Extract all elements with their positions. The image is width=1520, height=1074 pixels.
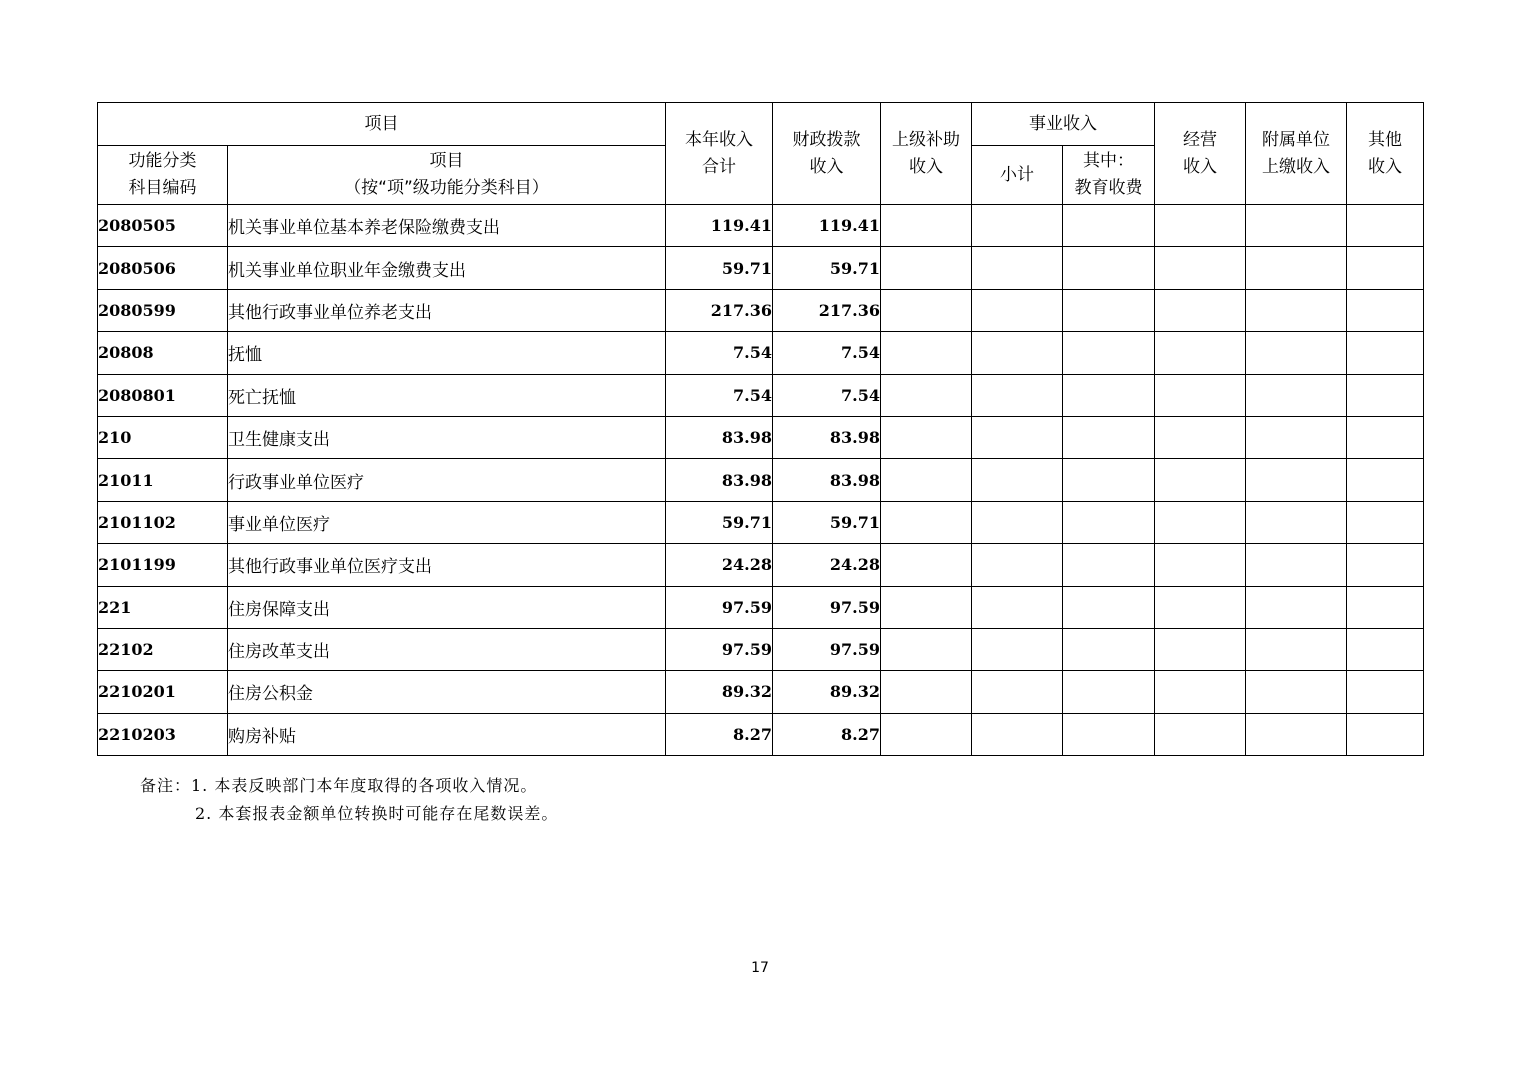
cell-total-income: 97.59 [666,586,773,628]
cell-fiscal-appropriation: 97.59 [773,586,881,628]
cell-other-income [1347,671,1424,713]
cell-total-income: 83.98 [666,459,773,501]
header-total-income: 本年收入 合计 [666,103,773,205]
cell-affiliated-income [1246,459,1347,501]
cell-education-fees [1063,247,1155,289]
cell-total-income: 119.41 [666,205,773,247]
cell-superior-subsidy [881,374,972,416]
cell-code: 2210203 [98,713,228,755]
cell-education-fees [1063,501,1155,543]
cell-code: 2080506 [98,247,228,289]
cell-business-subtotal [972,501,1063,543]
cell-business-subtotal [972,416,1063,458]
cell-item-name: 机关事业单位职业年金缴费支出 [228,247,666,289]
header-affiliated-income: 附属单位 上缴收入 [1246,103,1347,205]
cell-superior-subsidy [881,205,972,247]
cell-other-income [1347,416,1424,458]
cell-business-subtotal [972,628,1063,670]
cell-business-subtotal [972,459,1063,501]
cell-item-name: 住房公积金 [228,671,666,713]
cell-superior-subsidy [881,247,972,289]
cell-total-income: 59.71 [666,247,773,289]
cell-item-name: 行政事业单位医疗 [228,459,666,501]
cell-other-income [1347,289,1424,331]
cell-code: 22102 [98,628,228,670]
cell-education-fees [1063,205,1155,247]
cell-total-income: 97.59 [666,628,773,670]
income-table [97,102,1424,756]
cell-fiscal-appropriation: 59.71 [773,501,881,543]
cell-fiscal-appropriation: 97.59 [773,628,881,670]
cell-total-income: 89.32 [666,671,773,713]
cell-superior-subsidy [881,586,972,628]
cell-code: 210 [98,416,228,458]
cell-affiliated-income [1246,289,1347,331]
cell-superior-subsidy [881,289,972,331]
cell-code: 2080505 [98,205,228,247]
cell-fiscal-appropriation: 83.98 [773,416,881,458]
cell-affiliated-income [1246,332,1347,374]
cell-item-name: 卫生健康支出 [228,416,666,458]
cell-fiscal-appropriation: 8.27 [773,713,881,755]
cell-other-income [1347,374,1424,416]
cell-code: 2080599 [98,289,228,331]
cell-education-fees [1063,544,1155,586]
cell-fiscal-appropriation: 24.28 [773,544,881,586]
cell-total-income: 7.54 [666,332,773,374]
note-line-1: 备注：1. 本表反映部门本年度取得的各项收入情况。 [140,776,538,795]
cell-affiliated-income [1246,671,1347,713]
cell-operating-income [1155,374,1246,416]
table-row [98,247,1424,289]
table-row [98,289,1424,331]
header-fiscal-appropriation: 财政拨款 收入 [773,103,881,205]
cell-business-subtotal [972,374,1063,416]
cell-superior-subsidy [881,459,972,501]
cell-code: 2080801 [98,374,228,416]
cell-code: 21011 [98,459,228,501]
header-code: 功能分类 科目编码 [98,146,228,205]
note-line-2: 2. 本套报表金额单位转换时可能存在尾数误差。 [195,804,559,823]
cell-operating-income [1155,332,1246,374]
cell-total-income: 24.28 [666,544,773,586]
cell-fiscal-appropriation: 217.36 [773,289,881,331]
header-name: 项目 （按“项”级功能分类科目） [228,146,666,205]
cell-item-name: 事业单位医疗 [228,501,666,543]
cell-fiscal-appropriation: 59.71 [773,247,881,289]
notes [140,772,558,828]
table-row [98,544,1424,586]
cell-code: 20808 [98,332,228,374]
cell-education-fees [1063,586,1155,628]
cell-affiliated-income [1246,544,1347,586]
cell-item-name: 死亡抚恤 [228,374,666,416]
cell-item-name: 其他行政事业单位养老支出 [228,289,666,331]
cell-code: 2101199 [98,544,228,586]
cell-superior-subsidy [881,628,972,670]
cell-operating-income [1155,459,1246,501]
cell-education-fees [1063,416,1155,458]
cell-operating-income [1155,628,1246,670]
cell-other-income [1347,628,1424,670]
cell-fiscal-appropriation: 83.98 [773,459,881,501]
header-superior-subsidy: 上级补助 收入 [881,103,972,205]
cell-operating-income [1155,586,1246,628]
cell-operating-income [1155,247,1246,289]
header-subtotal: 小计 [972,146,1063,205]
cell-code: 221 [98,586,228,628]
cell-education-fees [1063,374,1155,416]
cell-item-name: 住房改革支出 [228,628,666,670]
cell-other-income [1347,459,1424,501]
cell-affiliated-income [1246,713,1347,755]
cell-other-income [1347,544,1424,586]
cell-superior-subsidy [881,332,972,374]
cell-code: 2101102 [98,501,228,543]
table-row [98,671,1424,713]
table-row [98,416,1424,458]
cell-education-fees [1063,628,1155,670]
cell-affiliated-income [1246,586,1347,628]
cell-operating-income [1155,205,1246,247]
cell-operating-income [1155,544,1246,586]
table-row [98,205,1424,247]
cell-education-fees [1063,332,1155,374]
cell-fiscal-appropriation: 119.41 [773,205,881,247]
cell-other-income [1347,586,1424,628]
cell-other-income [1347,332,1424,374]
table-row [98,332,1424,374]
cell-affiliated-income [1246,205,1347,247]
cell-operating-income [1155,713,1246,755]
cell-superior-subsidy [881,416,972,458]
cell-item-name: 机关事业单位基本养老保险缴费支出 [228,205,666,247]
cell-item-name: 其他行政事业单位医疗支出 [228,544,666,586]
table-row [98,713,1424,755]
cell-education-fees [1063,671,1155,713]
cell-education-fees [1063,459,1155,501]
cell-other-income [1347,205,1424,247]
cell-total-income: 217.36 [666,289,773,331]
cell-operating-income [1155,501,1246,543]
cell-item-name: 抚恤 [228,332,666,374]
cell-business-subtotal [972,586,1063,628]
cell-education-fees [1063,713,1155,755]
header-other-income: 其他 收入 [1347,103,1424,205]
table-row [98,501,1424,543]
cell-affiliated-income [1246,501,1347,543]
cell-affiliated-income [1246,374,1347,416]
cell-total-income: 8.27 [666,713,773,755]
header-education-fees: 其中： 教育收费 [1063,146,1155,205]
cell-business-subtotal [972,332,1063,374]
cell-superior-subsidy [881,544,972,586]
cell-fiscal-appropriation: 7.54 [773,374,881,416]
cell-superior-subsidy [881,671,972,713]
cell-affiliated-income [1246,628,1347,670]
page-number: 17 [751,960,769,976]
header-business-income: 事业收入 [972,103,1155,146]
table-row [98,628,1424,670]
cell-affiliated-income [1246,247,1347,289]
cell-business-subtotal [972,247,1063,289]
cell-operating-income [1155,671,1246,713]
cell-superior-subsidy [881,713,972,755]
cell-total-income: 7.54 [666,374,773,416]
table-body [98,205,1424,756]
cell-business-subtotal [972,713,1063,755]
table-row [98,374,1424,416]
cell-item-name: 购房补贴 [228,713,666,755]
cell-business-subtotal [972,671,1063,713]
table-row [98,586,1424,628]
cell-business-subtotal [972,544,1063,586]
header-project: 项目 [98,103,666,146]
cell-code: 2210201 [98,671,228,713]
cell-operating-income [1155,416,1246,458]
cell-other-income [1347,247,1424,289]
cell-fiscal-appropriation: 7.54 [773,332,881,374]
cell-business-subtotal [972,205,1063,247]
header-operating-income: 经营 收入 [1155,103,1246,205]
cell-total-income: 59.71 [666,501,773,543]
cell-fiscal-appropriation: 89.32 [773,671,881,713]
cell-business-subtotal [972,289,1063,331]
cell-other-income [1347,713,1424,755]
cell-affiliated-income [1246,416,1347,458]
cell-item-name: 住房保障支出 [228,586,666,628]
cell-total-income: 83.98 [666,416,773,458]
cell-other-income [1347,501,1424,543]
table-row [98,459,1424,501]
cell-superior-subsidy [881,501,972,543]
cell-operating-income [1155,289,1246,331]
cell-education-fees [1063,289,1155,331]
